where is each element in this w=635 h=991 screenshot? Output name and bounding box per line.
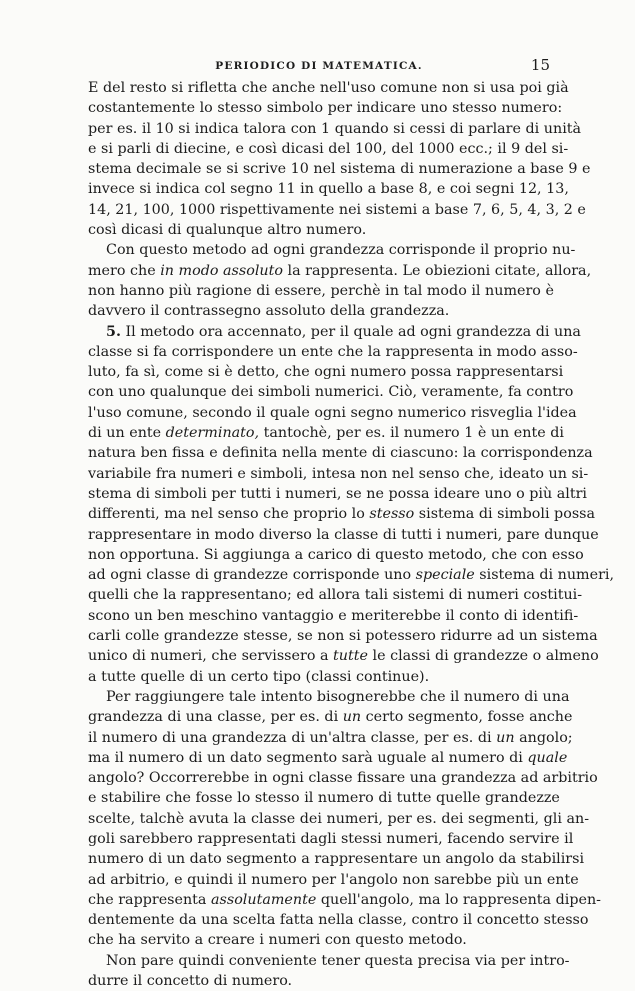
- text-line: [88, 606, 579, 626]
- running-head: PERIODICO DI MATEMATICA.: [215, 60, 423, 72]
- text-line: [88, 667, 550, 687]
- text-line: [88, 545, 584, 565]
- text-line: [88, 829, 574, 849]
- text-segment: differenti, ma nel senso che proprio lo: [88, 506, 370, 523]
- text-segment: dentemente da una scelta fatta nella classe, contro il concetto stesso: [88, 912, 589, 929]
- text-segment: Per raggiungere tale intento bisognerebbe che il numero di una: [106, 688, 570, 705]
- text-line: [88, 707, 573, 727]
- text-segment: variabile fra numeri e simboli, intesa non nel senso che, ideato un si-: [88, 465, 589, 482]
- text-line: [88, 240, 576, 260]
- text-segment: unico di numeri, che servissero a: [88, 648, 334, 665]
- text-line: [88, 768, 598, 788]
- text-line: [88, 423, 564, 443]
- text-segment: di un ente: [88, 425, 166, 442]
- text-segment: invece si indica col segno 11 in quello a base 8, e coi segni 12, 13,: [88, 181, 569, 198]
- text-segment: il numero di una grandezza di un'altra classe, per es. di: [88, 729, 497, 746]
- text-segment: che ha servito a creare i numeri con questo metodo.: [88, 932, 467, 949]
- italic-text: in modo assoluto: [160, 262, 283, 279]
- text-segment: ma il numero di un dato segmento sarà uguale al numero di: [88, 749, 528, 766]
- text-segment: ad ogni classe di grandezze corrisponde uno: [88, 567, 416, 584]
- text-segment: quelli che la rappresentano; ed allora tali sistemi di numeri costitui-: [88, 587, 583, 604]
- italic-text: assolutamente: [211, 891, 317, 908]
- text-segment: stema di simboli per tutti i numeri, se ne possa ideare uno o più altri: [88, 485, 588, 502]
- text-line: [88, 930, 550, 950]
- text-line: [88, 565, 615, 585]
- text-line: [88, 281, 554, 301]
- text-line: [88, 951, 570, 971]
- text-line: [88, 849, 585, 869]
- text-line: [88, 890, 601, 910]
- text-segment: scelte, talchè avuta la classe dei numeri, per es. dei segmenti, gli an-: [88, 810, 590, 827]
- italic-text: quale: [527, 749, 568, 766]
- text-line: [88, 362, 564, 382]
- text-segment: davvero il contrassegno assoluto della grandezza.: [88, 303, 450, 320]
- text-segment: mero che: [88, 262, 161, 279]
- text-line: [88, 261, 592, 281]
- text-line: [88, 626, 598, 646]
- paragraph: [88, 240, 592, 321]
- text-line: [88, 809, 590, 829]
- text-segment: E del resto si rifletta che anche nell'uso comune non si usa poi già: [88, 80, 569, 96]
- text-segment: luto, fa sì, come si è detto, che ogni numero possa rappresentarsi: [88, 364, 564, 381]
- paragraph: [88, 687, 601, 951]
- text-segment: non hanno più ragione di essere, perchè in tal modo il numero è: [88, 282, 554, 299]
- text-line: [88, 525, 599, 545]
- text-line: [88, 322, 581, 342]
- paragraph: [88, 951, 570, 991]
- text-line: [88, 748, 568, 768]
- text-segment: stema decimale se si scrive 10 nel sistema di numerazione a base 9 e: [88, 161, 591, 178]
- text-line: [88, 484, 588, 504]
- paragraph: [88, 78, 591, 240]
- italic-text: determinato,: [165, 425, 260, 442]
- text-segment: con uno qualunque dei simboli numerici. Ciò, veramente, fa contro: [88, 384, 574, 401]
- text-line: [88, 382, 574, 402]
- text-segment: a tutte quelle di un certo tipo (classi continue).: [88, 668, 430, 685]
- italic-text: stesso: [369, 506, 415, 523]
- text-segment: scono un ben meschino vantaggio e meriterebbe il conto di identifi-: [88, 607, 579, 624]
- text-segment: certo segmento, fosse anche: [361, 709, 573, 726]
- text-segment: l'uso comune, secondo il quale ogni segno numerico risveglia l'idea: [88, 404, 577, 421]
- text-segment: le classi di grandezze o almeno: [367, 648, 599, 665]
- text-line: [88, 443, 593, 463]
- text-segment: carli colle grandezze stesse, se non si potessero ridurre ad un sistema: [88, 628, 598, 645]
- text-segment: durre il concetto di numero.: [88, 973, 293, 990]
- text-segment: la rappresenta. Le obiezioni citate, allora,: [282, 262, 592, 279]
- text-segment: classe si fa corrispondere un ente che la rappresenta in modo asso-: [88, 343, 578, 360]
- text-line: [88, 971, 550, 991]
- page-number: 15: [530, 56, 550, 74]
- text-segment: che rappresenta: [88, 891, 211, 908]
- text-line: [88, 301, 550, 321]
- italic-text: speciale: [415, 567, 475, 584]
- text-segment: quell'angolo, ma lo rappresenta dipen-: [316, 891, 601, 908]
- text-line: [88, 504, 596, 524]
- text-segment: grandezza di una classe, per es. di: [88, 709, 343, 726]
- text-line: [88, 98, 563, 118]
- text-segment: 14, 21, 100, 1000 rispettivamente nei sistemi a base 7, 6, 5, 4, 3, 2 e: [88, 201, 586, 218]
- text-line: [88, 179, 569, 199]
- text-line: [88, 910, 589, 930]
- text-segment: per es. il 10 si indica talora con 1 quando si cessi di parlare di unità: [88, 120, 582, 137]
- text-line: [88, 403, 577, 423]
- paragraph: [88, 322, 615, 687]
- text-segment: così dicasi di qualunque altro numero.: [88, 222, 367, 239]
- page-header: [88, 56, 550, 76]
- text-segment: ad arbitrio, e quindi il numero per l'angolo non sarebbe più un ente: [88, 871, 579, 888]
- text-line: [88, 870, 579, 890]
- text-segment: e stabilire che fosse lo stesso il numero di tutte quelle grandezze: [88, 790, 560, 807]
- body-text: [88, 78, 615, 991]
- text-segment: numero di un dato segmento a rappresentare un angolo da stabilirsi: [88, 851, 585, 868]
- text-line: [88, 687, 570, 707]
- italic-text: un: [496, 729, 515, 746]
- text-line: [88, 200, 586, 220]
- text-line: [88, 464, 589, 484]
- text-line: [88, 78, 569, 98]
- text-segment: Con questo metodo ad ogni grandezza corrisponde il proprio nu-: [106, 242, 576, 259]
- text-segment: tantochè, per es. il numero 1 è un ente di: [259, 425, 564, 442]
- text-line: [88, 119, 582, 139]
- text-line: [88, 342, 578, 362]
- text-line: [88, 788, 560, 808]
- text-segment: Il metodo ora accennato, per il quale ad ogni grandezza di una: [120, 323, 581, 340]
- text-segment: sistema di numeri,: [474, 567, 615, 584]
- text-line: [88, 139, 569, 159]
- italic-text: tutte: [333, 648, 368, 665]
- text-segment: non opportuna. Si aggiunga a carico di questo metodo, che con esso: [88, 546, 584, 563]
- italic-text: un: [342, 709, 362, 726]
- text-line: [88, 220, 550, 240]
- text-segment: angolo;: [514, 729, 573, 746]
- text-segment: rappresentare in modo diverso la classe di tutti i numeri, pare dunque: [88, 526, 599, 543]
- text-segment: natura ben fissa e definita nella mente di ciascuno: la corrispondenza: [88, 445, 593, 462]
- text-line: [88, 646, 599, 666]
- text-segment: goli sarebbero rappresentati dagli stessi numeri, facendo servire il: [88, 830, 574, 847]
- text-segment: e si parli di diecine, e così dicasi del 100, del 1000 ecc.; il 9 del si-: [88, 140, 569, 157]
- text-segment: costantemente lo stesso simbolo per indicare uno stesso numero:: [88, 100, 563, 117]
- text-line: [88, 728, 573, 748]
- text-line: [88, 159, 591, 179]
- text-segment: Non pare quindi conveniente tener questa precisa via per intro-: [106, 952, 570, 969]
- section-number: 5.: [106, 323, 121, 340]
- text-line: [88, 585, 583, 605]
- text-segment: angolo? Occorrerebbe in ogni classe fissare una grandezza ad arbitrio: [88, 770, 598, 787]
- text-segment: sistema di simboli possa: [414, 506, 596, 523]
